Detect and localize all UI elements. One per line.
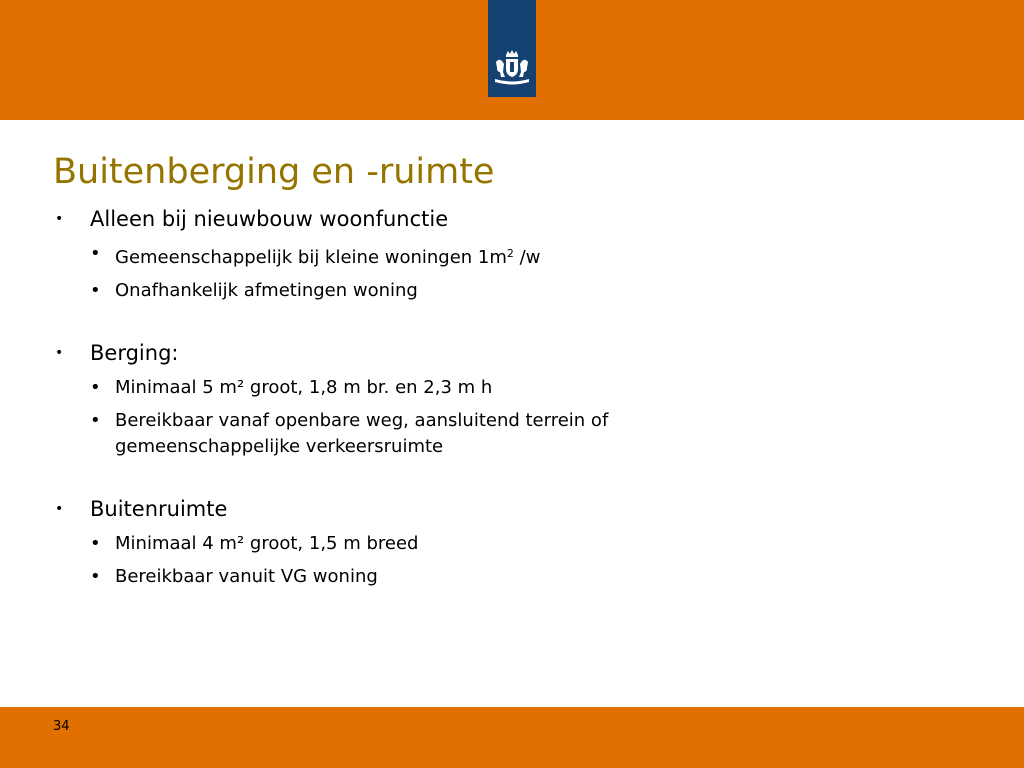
bullet-group <box>0 338 1024 460</box>
bullet-level1 <box>55 204 1024 234</box>
coat-of-arms-icon <box>491 50 533 86</box>
footer-bar <box>0 707 1024 768</box>
header-bar <box>0 0 1024 120</box>
superscript: 2 <box>506 247 514 260</box>
bullet-level2 <box>90 531 775 557</box>
bullet-text: Alleen bij nieuwbouw woonfunctie <box>90 207 449 231</box>
bullet-level1 <box>55 494 1024 524</box>
bullet-text: Bereikbaar vanuit VG woning <box>115 566 378 587</box>
slide-content <box>0 204 1024 624</box>
bullet-marker: • <box>90 280 101 301</box>
bullet-marker: • <box>90 377 101 398</box>
bullet-marker: • <box>90 410 101 431</box>
bullet-marker: • <box>90 243 101 264</box>
bullet-text: Berging: <box>90 341 179 365</box>
bullet-text: Onafhankelijk afmetingen woning <box>115 280 418 301</box>
bullet-group <box>0 494 1024 590</box>
bullet-marker: • <box>55 345 64 361</box>
bullet-suffix: /w <box>513 247 541 268</box>
bullet-group <box>0 204 1024 304</box>
bullet-level1 <box>55 338 1024 368</box>
bullet-text: Gemeenschappelijk bij kleine woningen 1m <box>115 247 507 268</box>
bullet-level2 <box>90 564 775 590</box>
slide-title: Buitenberging en -ruimte <box>53 152 495 192</box>
bullet-marker: • <box>90 533 101 554</box>
bullet-text: Buitenruimte <box>90 497 228 521</box>
bullet-marker: • <box>90 566 101 587</box>
logo <box>488 0 536 97</box>
bullet-marker: • <box>55 501 64 517</box>
bullet-marker: • <box>55 211 64 227</box>
bullet-text: Minimaal 5 m² groot, 1,8 m br. en 2,3 m h <box>115 377 493 398</box>
bullet-level2 <box>90 375 775 401</box>
bullet-level2 <box>90 241 775 271</box>
bullet-level2 <box>90 408 775 460</box>
bullet-text: Minimaal 4 m² groot, 1,5 m breed <box>115 533 419 554</box>
bullet-text: Bereikbaar vanaf openbare weg, aansluitend terrein of gemeenschappelijke verkeersruimte <box>115 410 609 457</box>
page-number: 34 <box>53 719 70 734</box>
bullet-level2 <box>90 278 775 304</box>
